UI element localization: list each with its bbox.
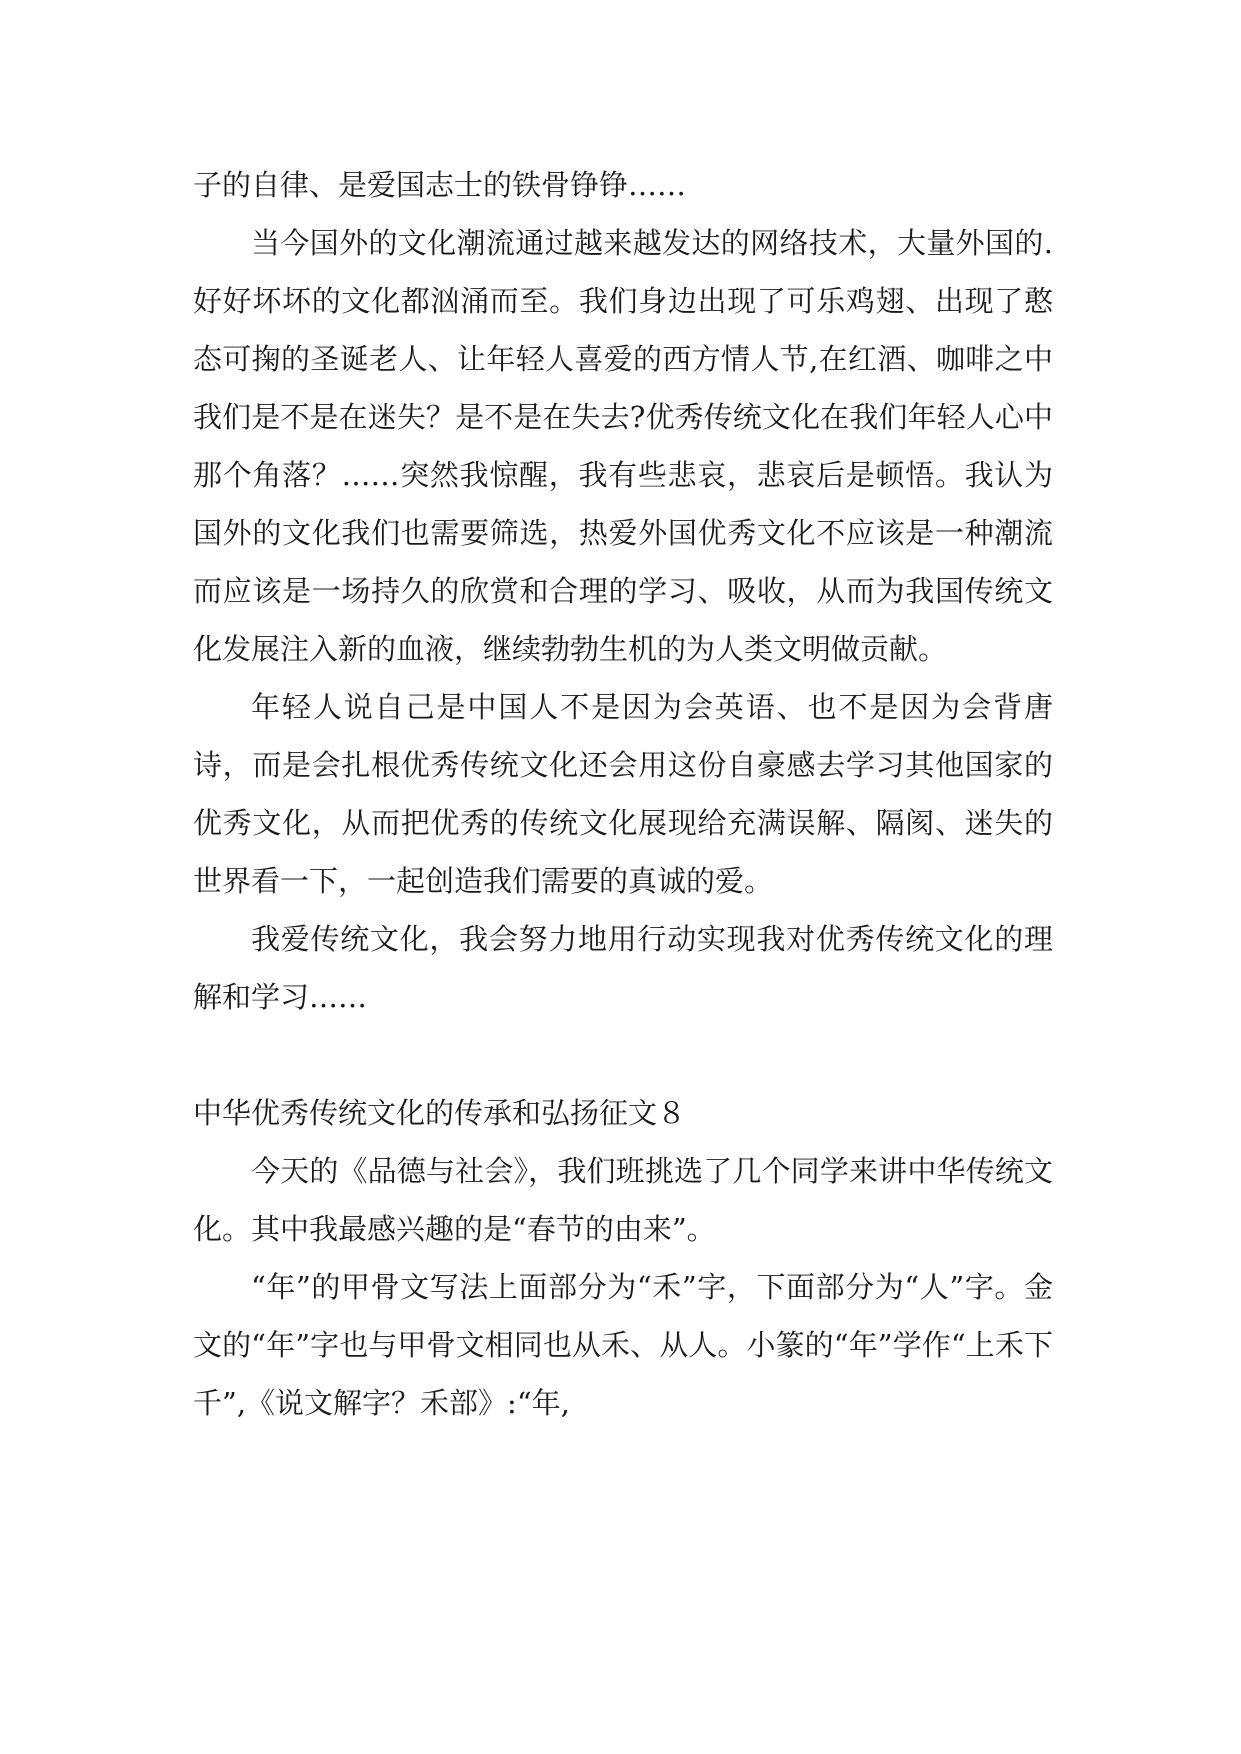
paragraph-foreign-culture: 当今国外的文化潮流通过越来越发达的网络技术，大量外国的.好好坏坏的文化都汹涌而至。我们身边出现了可乐鸡翅、出现了憨态可掬的圣诞老人、让年轻人喜爱的西方情人节,在红酒、咖啡之中我们是不是在迷失？是不是在失去?优秀传统文化在我们年轻人心中那个角落？……突然我惊醒，我有些悲哀，悲哀后是顿悟。我认为国外的文化我们也需要筛选，热爱外国优秀文化不应该是一种潮流而应该是一场持久的欣赏和合理的学习、吸收，从而为我国传统文化发展注入新的血液，继续勃勃生机的为人类文明做贡献。 [193, 226, 1053, 666]
paragraph-nian-character: “年”的甲骨文写法上面部分为“禾”字，下面部分为“人”字。金文的“年”字也与甲骨文相同也从禾、从人。小篆的“年”学作“上禾下千”,《说文解字？禾部》:“年, [193, 1270, 1053, 1420]
document-body [193, 156, 1053, 1432]
section-title: 中华优秀传统文化的传承和弘扬征文８ [193, 1096, 687, 1130]
paragraph-continuation: 子的自律、是爱国志士的铁骨铮铮…… [193, 168, 687, 202]
paragraph-morality-class: 今天的《品德与社会》，我们班挑选了几个同学来讲中华传统文化。其中我最感兴趣的是“春节的由来”。 [193, 1154, 1053, 1246]
paragraph-young-people: 年轻人说自己是中国人不是因为会英语、也不是因为会背唐诗，而是会扎根优秀传统文化还会用这份自豪感去学习其他国家的优秀文化，从而把优秀的传统文化展现给充满误解、隔阂、迷失的世界看一下，一起创造我们需要的真诚的爱。 [193, 690, 1053, 898]
paragraph-love-tradition: 我爱传统文化，我会努力地用行动实现我对优秀传统文化的理解和学习…… [193, 922, 1053, 1014]
